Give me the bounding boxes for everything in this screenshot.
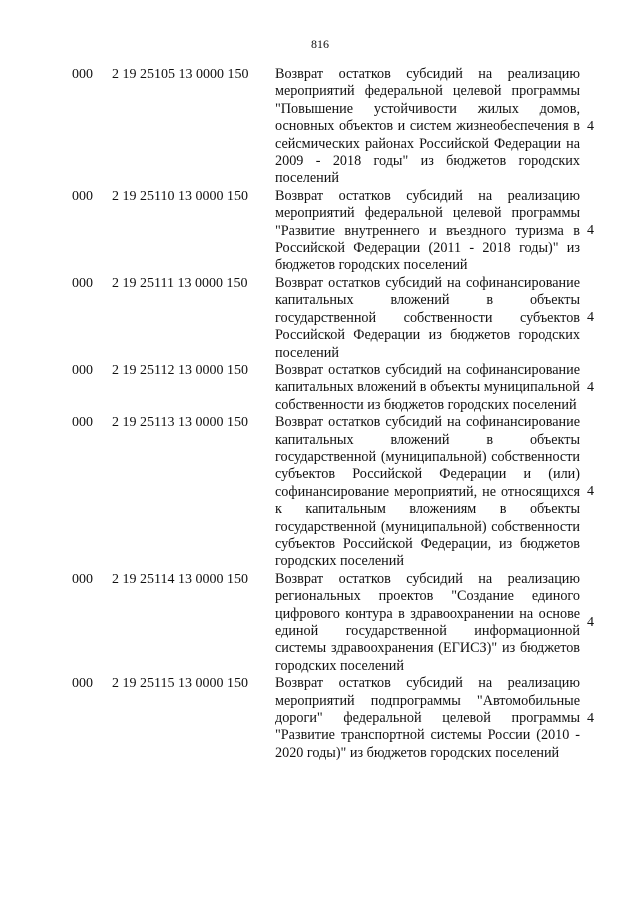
budget-code: 2 19 25112 13 0000 150 bbox=[112, 362, 248, 378]
table-row bbox=[68, 414, 608, 571]
item-name: Возврат остатков субсидий на реализацию мероприятий подпрограммы "Автомобильные дороги" федеральной целевой программы "Развитие транспортной системы России (2010 - 2020 годы)" из бюджетов городских поселений bbox=[275, 675, 580, 761]
admin-code: 000 bbox=[72, 188, 93, 204]
table-row bbox=[68, 571, 608, 675]
item-name: Возврат остатков субсидий на реализацию мероприятий федеральной целевой программы "Повышение устойчивости жилых домов, основных объектов и систем жизнеобеспечения в сейсмических районах Российской Федерации на 2009 - 2018 годы" из бюджетов городских поселений bbox=[275, 66, 580, 187]
table-row bbox=[68, 188, 608, 275]
admin-code: 000 bbox=[72, 415, 93, 431]
item-name: Возврат остатков субсидий на софинансирование капитальных вложений в объекты государственной собственности субъектов Российской Федерации из бюджетов городских поселений bbox=[275, 274, 580, 361]
item-value: 4 bbox=[587, 118, 594, 134]
budget-code: 2 19 25111 13 0000 150 bbox=[112, 275, 248, 291]
admin-code: 000 bbox=[72, 676, 93, 692]
item-name: Возврат остатков субсидий на софинансирование капитальных вложений в объекты муниципальной собственности из бюджетов городских поселений bbox=[275, 361, 580, 413]
item-name: Возврат остатков субсидий на реализацию региональных проектов "Создание единого цифрового контура в здравоохранении на основе единой государственной информационной системы здравоохранения (ЕГИСЗ)" из бюджетов городских поселений bbox=[275, 570, 580, 674]
table-row bbox=[68, 675, 608, 762]
budget-code: 2 19 25105 13 0000 150 bbox=[112, 67, 249, 82]
admin-code: 000 bbox=[72, 67, 93, 82]
item-value: 4 bbox=[587, 710, 594, 726]
budget-code: 2 19 25115 13 0000 150 bbox=[112, 676, 248, 692]
budget-code: 2 19 25114 13 0000 150 bbox=[112, 571, 248, 587]
budget-code: 2 19 25110 13 0000 150 bbox=[112, 188, 248, 204]
item-value: 4 bbox=[587, 310, 594, 326]
table-row bbox=[68, 362, 608, 414]
item-value: 4 bbox=[587, 380, 594, 396]
budget-code: 2 19 25113 13 0000 150 bbox=[112, 415, 248, 431]
item-name: Возврат остатков субсидий на софинансирование капитальных вложений в объекты государственной (муниципальной) собственности субъектов Российской Федерации и (или) софинансирование мероприятий, не относящихся к капитальным вложениям в объекты государственной (муниципальной) собственности субъектов Российской Федерации, из бюджетов городских поселений bbox=[275, 414, 580, 570]
admin-code: 000 bbox=[72, 362, 93, 378]
table-row bbox=[68, 66, 608, 188]
item-value: 4 bbox=[587, 484, 594, 500]
item-name: Возврат остатков субсидий на реализацию мероприятий федеральной целевой программы "Развитие внутреннего и въездного туризма в Российской Федерации (2011 - 2018 годы)" из бюджетов городских поселений bbox=[275, 187, 580, 274]
table-row bbox=[68, 275, 608, 362]
item-value: 4 bbox=[587, 615, 594, 630]
page-number: 816 bbox=[311, 37, 329, 51]
admin-code: 000 bbox=[72, 571, 93, 587]
classification-table bbox=[68, 66, 608, 762]
item-value: 4 bbox=[587, 223, 594, 239]
admin-code: 000 bbox=[72, 275, 93, 291]
